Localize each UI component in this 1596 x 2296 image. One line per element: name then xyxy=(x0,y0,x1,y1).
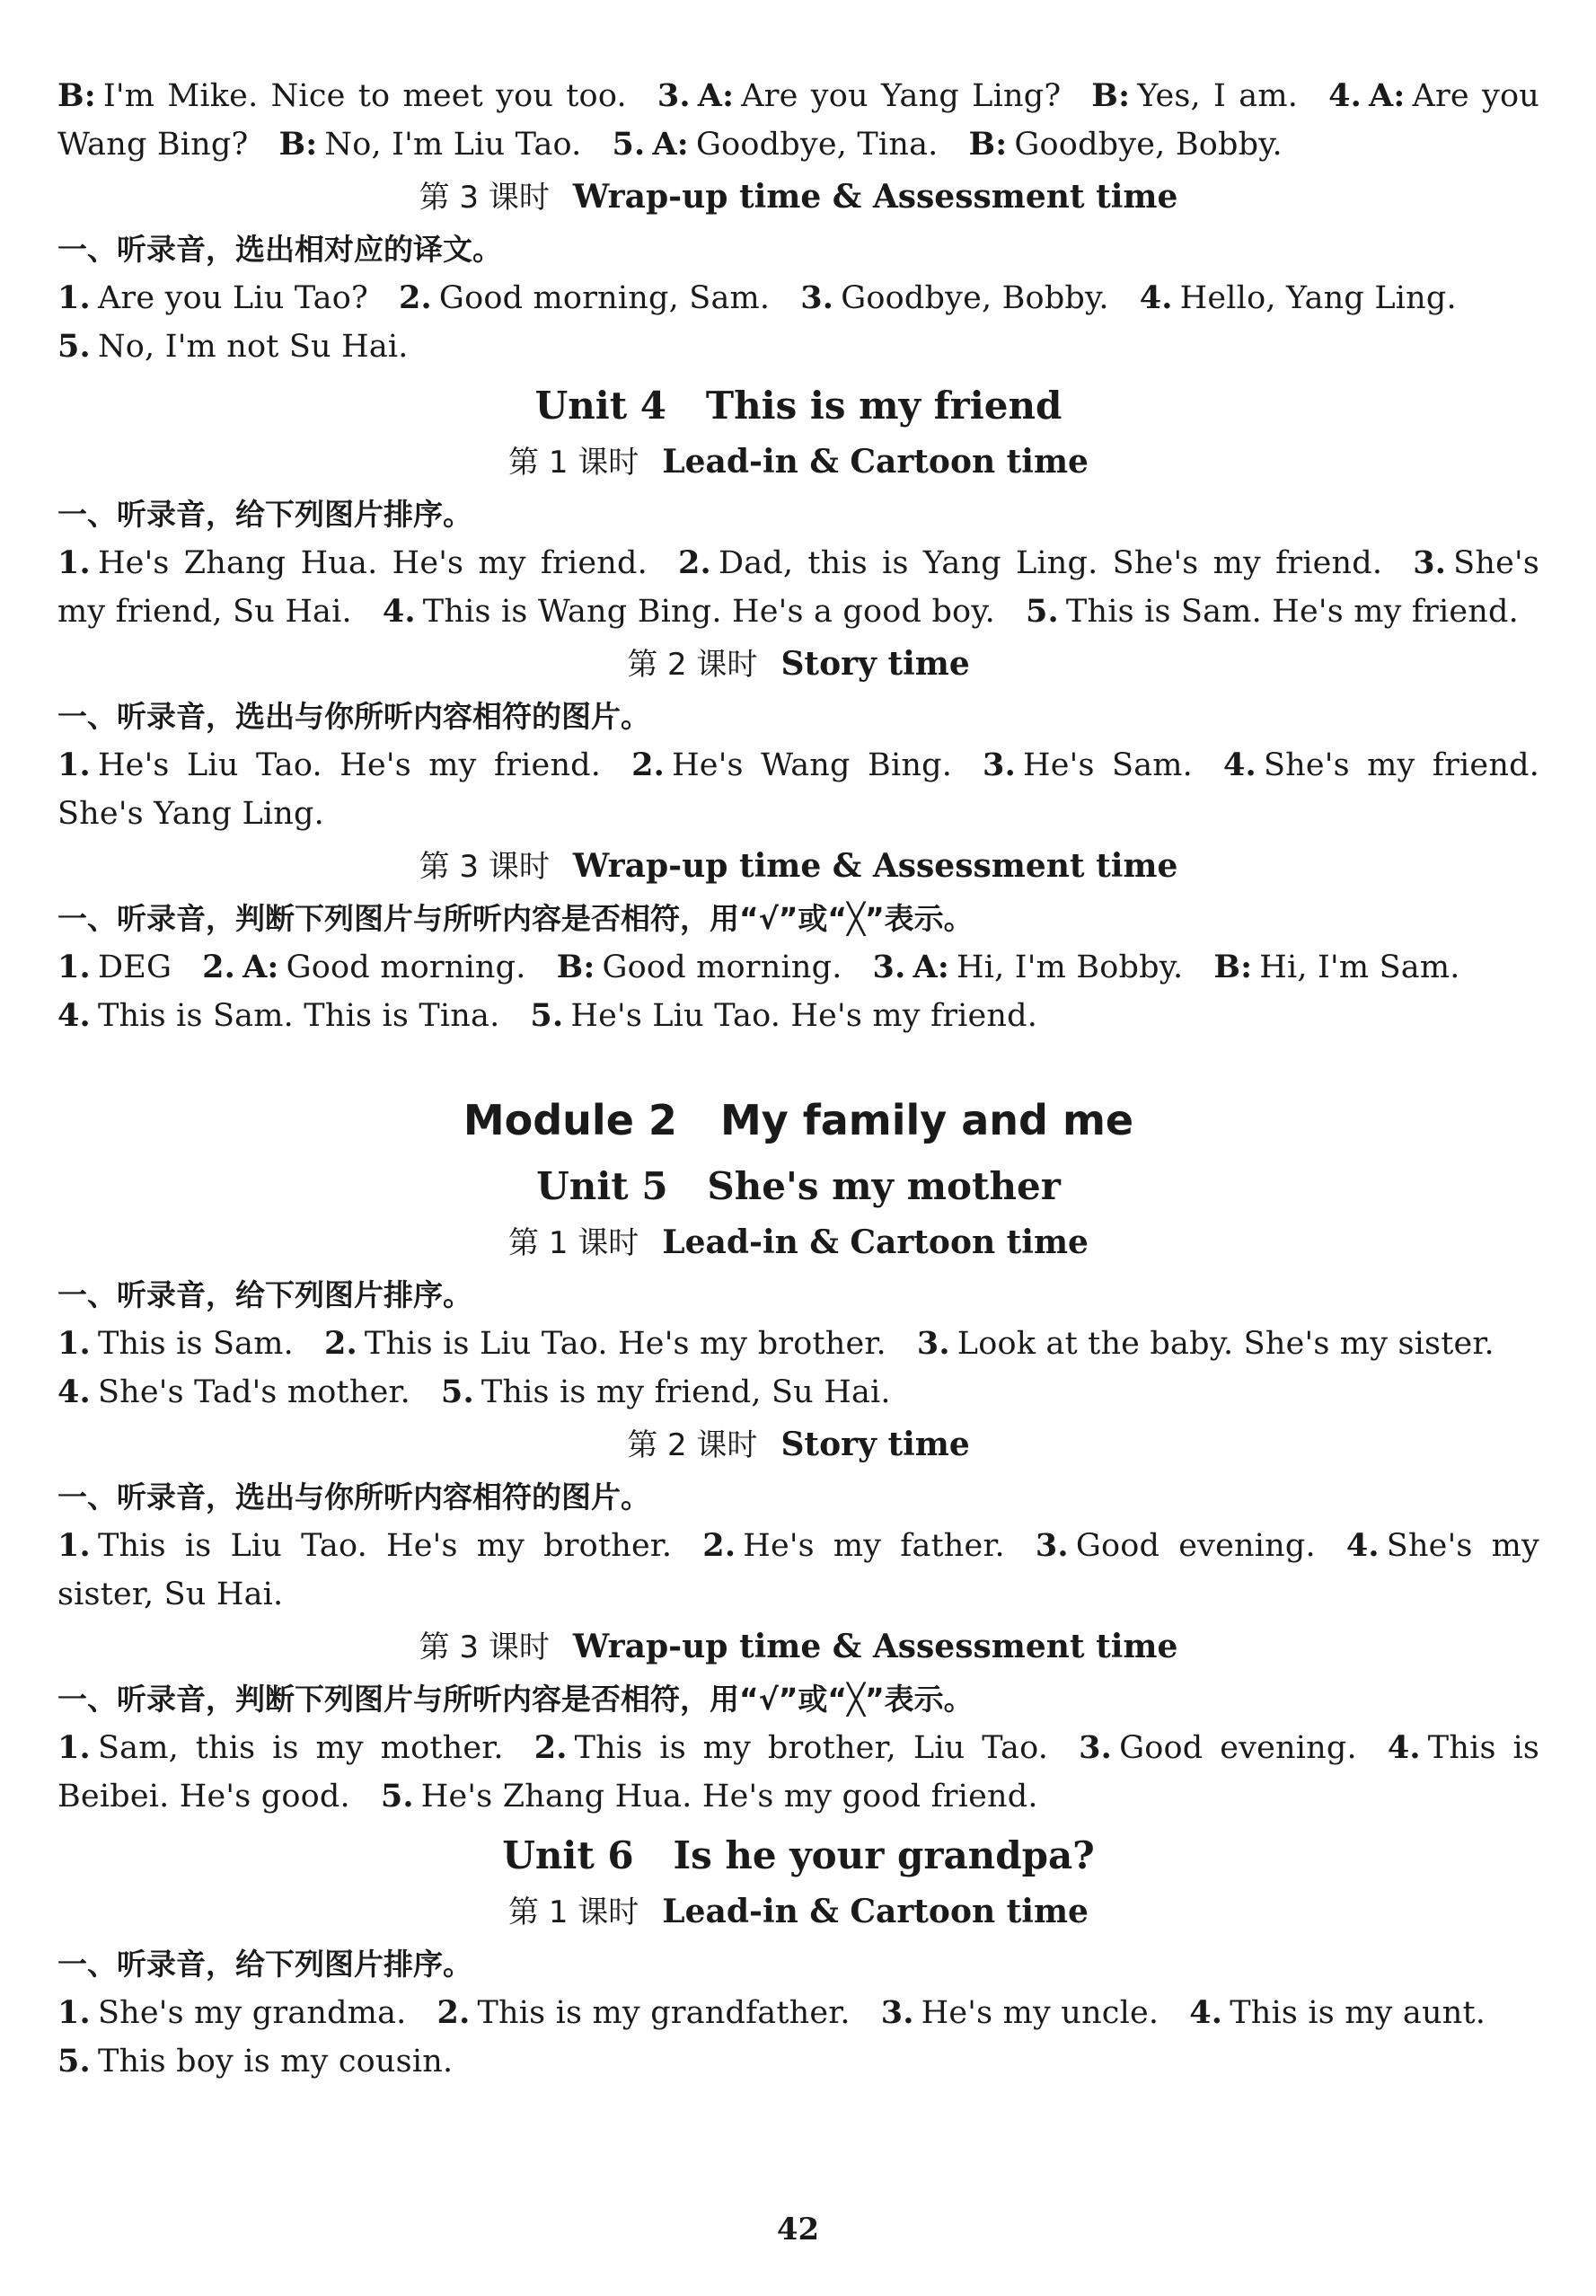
lesson-title: Lead-in & Cartoon time xyxy=(662,443,1089,481)
answer-text: Are you Yang Ling? xyxy=(741,78,1062,114)
lesson-number: 第 3 课时 xyxy=(419,180,550,216)
item-number: 3. xyxy=(983,746,1016,783)
lesson-heading xyxy=(57,1622,1539,1672)
label-a: A: xyxy=(242,949,279,985)
item-number: 1. xyxy=(57,1325,91,1362)
label-a: A: xyxy=(697,77,735,114)
answer-text: This is Sam. This is Tina. xyxy=(97,998,500,1034)
answer-text: This boy is my cousin. xyxy=(97,2044,454,2080)
item-number: 1. xyxy=(57,949,91,985)
lesson-number: 第 2 课时 xyxy=(627,1427,758,1463)
item-number: 2. xyxy=(398,279,432,316)
answer-text: This is my grandfather. xyxy=(477,1995,851,2031)
answer-text: She's Tad's mother. xyxy=(97,1374,410,1410)
answer-text: DEG xyxy=(97,949,172,985)
lesson-number: 第 3 课时 xyxy=(419,849,550,885)
answer-text: He's my uncle. xyxy=(921,1995,1160,2031)
item-number: 4. xyxy=(1139,279,1173,316)
answer-text: Good evening. xyxy=(1075,1528,1316,1564)
item-number: 3. xyxy=(1079,1729,1113,1766)
answer-text: She's my sister, Su Hai. xyxy=(57,1528,1539,1612)
label-b: B: xyxy=(57,77,96,114)
answer-text: He's Sam. xyxy=(1023,747,1193,783)
lesson-number: 第 1 课时 xyxy=(508,1894,639,1930)
answer-text: He's Liu Tao. He's my friend. xyxy=(570,998,1038,1034)
item-number: 2. xyxy=(631,746,666,783)
answer-text: Hi, I'm Sam. xyxy=(1259,949,1460,985)
unit-heading: Unit 6 Is he your grandpa? xyxy=(502,1833,1095,1877)
intro-answers xyxy=(57,72,1539,169)
answer-text: Are you Wang Bing? xyxy=(57,78,1539,163)
instruction: 一、听录音，判断下列图片与所听内容是否相符，用“√”或“╳”表示。 xyxy=(57,901,974,936)
answer-text: He's Zhang Hua. He's my good friend. xyxy=(420,1779,1038,1815)
item-number: 5. xyxy=(440,1373,474,1410)
answer-text: No, I'm not Su Hai. xyxy=(97,329,409,365)
item-number: 1. xyxy=(57,544,91,581)
item-number: 4. xyxy=(1222,746,1257,783)
lesson-number: 第 1 课时 xyxy=(508,1225,639,1261)
answer-text: Sam, this is my mother. xyxy=(97,1730,504,1766)
item-number: 4. xyxy=(1328,77,1362,114)
instruction: 一、听录音，选出与你所听内容相符的图片。 xyxy=(57,1479,650,1514)
item-number: 5. xyxy=(57,2043,91,2080)
item-number: 1. xyxy=(57,279,91,316)
answer-text: Hello, Yang Ling. xyxy=(1179,280,1457,316)
instruction: 一、听录音，给下列图片排序。 xyxy=(57,1947,472,1982)
answer-text: He's Wang Bing. xyxy=(672,747,953,783)
answer-text: Are you Liu Tao? xyxy=(97,280,368,316)
answer-text: Goodbye, Tina. xyxy=(695,127,939,163)
lesson-number: 第 3 课时 xyxy=(419,1629,550,1665)
lesson-title: Lead-in & Cartoon time xyxy=(662,1223,1089,1261)
lesson-heading xyxy=(57,842,1539,891)
answers xyxy=(57,1320,1539,1417)
answer-text: Goodbye, Bobby. xyxy=(1014,127,1283,163)
label-a: A: xyxy=(913,949,949,985)
instruction: 一、听录音，给下列图片排序。 xyxy=(57,1277,472,1312)
lesson-heading xyxy=(57,1420,1539,1470)
answer-text: This is my brother, Liu Tao. xyxy=(574,1730,1049,1766)
answer-text: Goodbye, Bobby. xyxy=(841,280,1109,316)
lesson-title: Wrap-up time & Assessment time xyxy=(572,178,1178,216)
item-number: 5. xyxy=(612,126,646,163)
answer-text: She's my friend, Su Hai. xyxy=(57,545,1539,630)
item-number: 2. xyxy=(202,949,236,985)
instruction: 一、听录音，选出相对应的译文。 xyxy=(57,232,502,267)
lesson-heading xyxy=(57,437,1539,487)
lesson-heading xyxy=(57,1218,1539,1267)
answer-text: He's Liu Tao. He's my friend. xyxy=(97,747,602,783)
item-number: 3. xyxy=(880,1994,914,2031)
answers xyxy=(57,1724,1539,1821)
label-b: B: xyxy=(1091,77,1131,114)
item-number: 1. xyxy=(57,1527,91,1564)
item-number: 1. xyxy=(57,1994,91,2031)
answers xyxy=(57,1989,1539,2086)
item-number: 2. xyxy=(436,1994,471,2031)
answers xyxy=(57,539,1539,636)
answer-text: Good evening. xyxy=(1119,1730,1357,1766)
lesson-heading xyxy=(57,172,1539,222)
answers xyxy=(57,274,1539,371)
item-number: 4. xyxy=(1345,1527,1380,1564)
lesson-number: 第 1 课时 xyxy=(508,445,639,481)
item-number: 4. xyxy=(1387,1729,1421,1766)
item-number: 3. xyxy=(916,1325,950,1362)
lesson-title: Story time xyxy=(780,1426,970,1463)
label-b: B: xyxy=(1213,949,1253,985)
item-number: 5. xyxy=(380,1778,414,1815)
lesson-number: 第 2 课时 xyxy=(627,647,758,683)
answer-text: No, I'm Liu Tao. xyxy=(324,127,582,163)
module-heading: Module 2 My family and me xyxy=(463,1096,1134,1144)
answer-text: This is my friend, Su Hai. xyxy=(481,1374,891,1410)
item-number: 4. xyxy=(57,1373,91,1410)
lesson-heading xyxy=(57,1887,1539,1937)
answer-text: This is Sam. xyxy=(97,1326,294,1362)
answers xyxy=(57,943,1539,1040)
answer-text: He's Zhang Hua. He's my friend. xyxy=(97,545,648,581)
item-number: 4. xyxy=(57,997,91,1034)
lesson-heading xyxy=(57,640,1539,689)
answer-text: This is my aunt. xyxy=(1230,1995,1486,2031)
label-b: B: xyxy=(278,126,318,163)
unit-heading: Unit 5 She's my mother xyxy=(536,1164,1061,1208)
answer-text: Good morning, Sam. xyxy=(438,280,771,316)
label-a: A: xyxy=(1369,77,1406,114)
answer-page xyxy=(57,72,1539,2086)
item-number: 2. xyxy=(702,1527,736,1564)
answer-text: He's my father. xyxy=(743,1528,1005,1564)
lesson-title: Wrap-up time & Assessment time xyxy=(572,1628,1178,1665)
answer-text: Look at the baby. She's my sister. xyxy=(957,1326,1495,1362)
item-number: 1. xyxy=(57,746,91,783)
item-number: 2. xyxy=(323,1325,357,1362)
item-number: 3. xyxy=(1413,544,1447,581)
answer-text: I'm Mike. Nice to meet you too. xyxy=(102,78,627,114)
item-number: 2. xyxy=(533,1729,568,1766)
answer-text: Dad, this is Yang Ling. She's my friend. xyxy=(718,545,1383,581)
answer-text: Good morning. xyxy=(286,949,526,985)
instruction: 一、听录音，判断下列图片与所听内容是否相符，用“√”或“╳”表示。 xyxy=(57,1682,974,1717)
label-b: B: xyxy=(556,949,595,985)
item-number: 4. xyxy=(1189,1994,1223,2031)
item-number: 5. xyxy=(530,997,564,1034)
answers xyxy=(57,1522,1539,1619)
item-number: 3. xyxy=(800,279,834,316)
lesson-title: Lead-in & Cartoon time xyxy=(662,1893,1089,1930)
label-b: B: xyxy=(968,126,1008,163)
item-number: 5. xyxy=(57,328,91,365)
answers xyxy=(57,741,1539,838)
answer-text: Yes, I am. xyxy=(1137,78,1299,114)
instruction: 一、听录音，给下列图片排序。 xyxy=(57,497,472,532)
unit-heading: Unit 4 This is my friend xyxy=(534,384,1063,428)
answer-text: This is Liu Tao. He's my brother. xyxy=(97,1528,673,1564)
page-number: 42 xyxy=(776,2212,820,2247)
item-number: 3. xyxy=(1035,1527,1069,1564)
lesson-title: Story time xyxy=(780,645,970,683)
label-a: A: xyxy=(652,126,689,163)
item-number: 4. xyxy=(382,593,416,630)
item-number: 3. xyxy=(657,77,691,114)
answer-text: This is Liu Tao. He's my brother. xyxy=(364,1326,886,1362)
answer-text: She's my grandma. xyxy=(97,1995,407,2031)
answer-text: Hi, I'm Bobby. xyxy=(956,949,1184,985)
item-number: 1. xyxy=(57,1729,91,1766)
instruction: 一、听录音，选出与你所听内容相符的图片。 xyxy=(57,699,650,734)
item-number: 5. xyxy=(1025,593,1059,630)
answer-text: This is Wang Bing. He's a good boy. xyxy=(422,594,995,630)
lesson-title: Wrap-up time & Assessment time xyxy=(572,847,1178,885)
answer-text: This is Sam. He's my friend. xyxy=(1065,594,1519,630)
answer-text: Good morning. xyxy=(602,949,842,985)
answer-text: This is Beibei. He's good. xyxy=(57,1730,1540,1815)
item-number: 2. xyxy=(677,544,711,581)
answer-text: She's my friend. She's Yang Ling. xyxy=(57,747,1539,832)
item-number: 3. xyxy=(872,949,906,985)
